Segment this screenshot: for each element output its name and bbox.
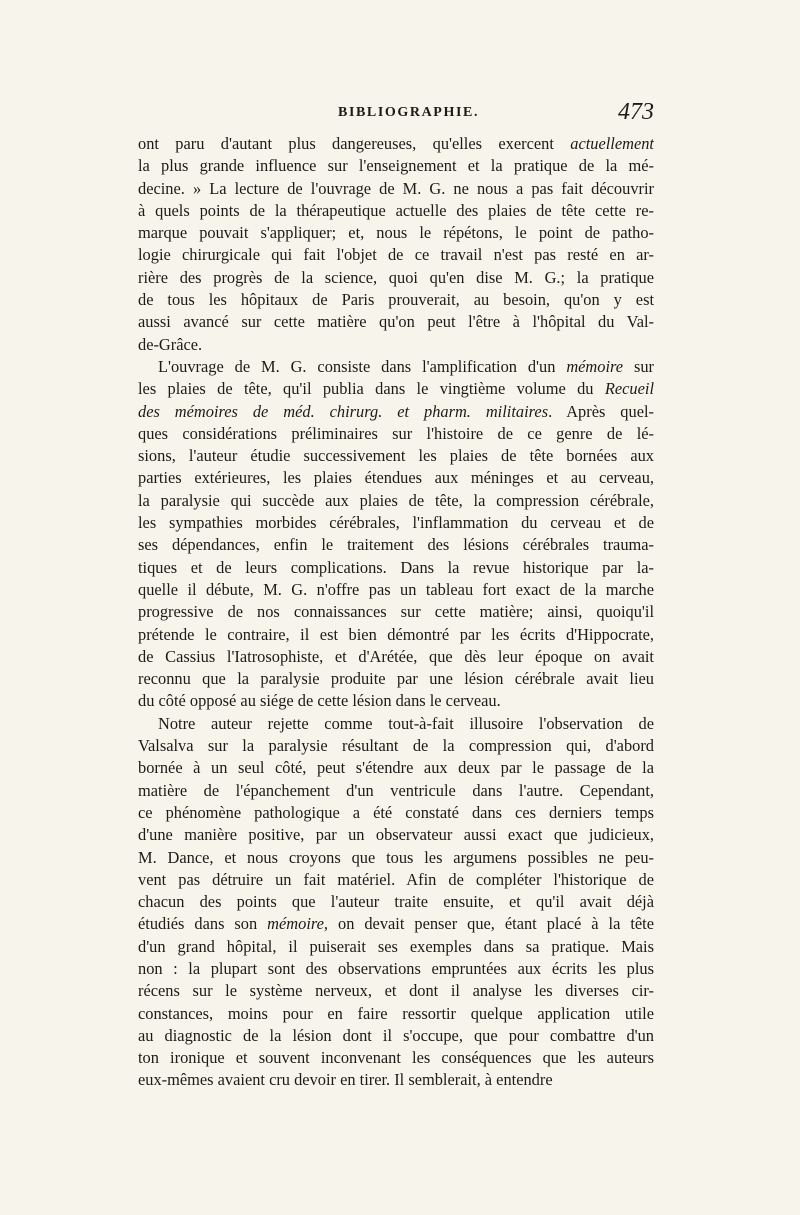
text-line: chacun des points que l'auteur traite ensuite, et qu'il avait déjà [138,892,654,912]
text-line: les plaies de tête, qu'il publia dans le vingtième volume du Recueil [138,379,654,399]
page-number: 473 [618,99,654,125]
text-line: bornée à un seul côté, peut s'étendre aux deux par le passage de la [138,758,654,778]
text-line: sions, l'auteur étudie successivement les plaies de tête bornées aux [138,446,654,466]
text-line: parties extérieures, les plaies étendues aux méninges et au cerveau, [138,468,654,488]
text-line: rière des progrès de la science, quoi qu'en dise M. G.; la pratique [138,267,654,287]
text-line: non : la plupart sont des observations empruntées aux écrits les plus [138,958,654,978]
text-line: vent pas détruire un fait matériel. Afin de compléter l'historique de [138,869,654,889]
text-line: récens sur le système nerveux, et dont il analyse les diverses cir- [138,981,654,1001]
text-line: ses dépendances, enfin le traitement des lésions cérébrales trauma- [138,535,654,555]
text-line: reconnu que la paralysie produite par une lésion cérébrale avait lieu [138,669,654,689]
text-line: à quels points de la thérapeutique actuelle des plaies de tête cette re- [138,200,654,220]
text-line: la plus grande influence sur l'enseignement et la pratique de la mé- [138,156,654,176]
text-line: des mémoires de méd. chirurg. et pharm. militaires. Après quel- [138,401,654,421]
text-line: étudiés dans son mémoire, on devait penser que, étant placé à la tête [138,914,654,934]
text-line: ont paru d'autant plus dangereuses, qu'elles exercent actuellement [138,134,654,153]
text-line: prétende le contraire, il est bien démontré par les écrits d'Hippocrate, [138,624,654,644]
text-line: d'un grand hôpital, il puiserait ses exemples dans sa pratique. Mais [138,936,654,956]
text-line: au diagnostic de la lésion dont il s'occupe, que pour combattre d'un [138,1025,654,1045]
paragraph [138,133,654,356]
text-line: d'une manière positive, par un observateur aussi exact que judicieux, [138,825,654,845]
paragraph [138,713,654,1092]
text-line: marque pouvait s'appliquer; et, nous le répétons, le point de patho- [138,223,654,243]
text-line: la paralysie qui succède aux plaies de tête, la compression cérébrale, [138,490,654,510]
running-head: BIBLIOGRAPHIE. [338,105,480,120]
text-line: de tous les hôpitaux de Paris prouverait, au besoin, qu'on y est [138,290,654,310]
body-text [138,133,654,1092]
text-line: M. Dance, et nous croyons que tous les argumens possibles ne peu- [138,847,654,867]
text-line: de-Grâce. [138,334,203,354]
text-line: de Cassius l'Iatrosophiste, et d'Arétée, que dès leur époque on avait [138,646,654,666]
text-line: constances, moins pour en faire ressortir quelque application utile [138,1003,654,1023]
text-line: Valsalva sur la paralysie résultant de la compression qui, d'abord [138,736,654,756]
text-line: quelle il débute, M. G. n'offre pas un tableau fort exact de la marche [138,579,654,599]
text-line: logie chirurgicale qui fait l'objet de ce travail n'est pas resté en ar- [138,245,654,265]
text-line: ce phénomène pathologique a été constaté dans ces derniers temps [138,802,654,822]
text-line: L'ouvrage de M. G. consiste dans l'amplification d'un mémoire sur [158,356,654,376]
paragraph [138,356,654,713]
text-line: eux-mêmes avaient cru devoir en tirer. Il semblerait, à entendre [138,1070,553,1090]
text-line: ton ironique et souvent inconvenant les conséquences que les auteurs [138,1048,654,1068]
text-line: tiques et de leurs complications. Dans la revue historique par la- [138,557,654,577]
text-line: progressive de nos connaissances sur cette matière; ainsi, quoiqu'il [138,602,654,622]
text-line: matière de l'épanchement d'un ventricule dans l'autre. Cependant, [138,780,654,800]
text-line: Notre auteur rejette comme tout-à-fait illusoire l'observation de [158,713,654,733]
page-header [138,99,654,131]
text-line: aussi avancé sur cette matière qu'on peut l'être à l'hôpital du Val- [138,312,654,332]
text-line: les sympathies morbides cérébrales, l'inflammation du cerveau et de [138,513,654,533]
text-line: du côté opposé au siége de cette lésion dans le cerveau. [138,691,501,711]
text-line: decine. » La lecture de l'ouvrage de M. G. ne nous a pas fait découvrir [138,178,654,198]
text-line: ques considérations préliminaires sur l'histoire de ce genre de lé- [138,423,654,443]
